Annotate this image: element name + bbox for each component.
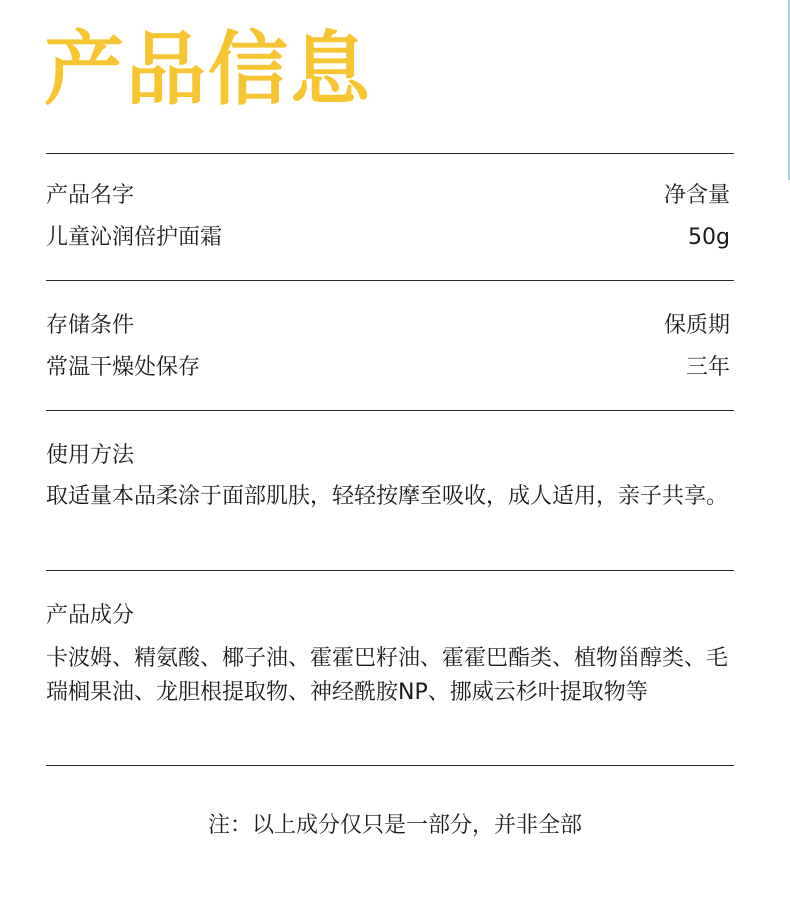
product-name-label: 产品名字 bbox=[46, 183, 135, 208]
name-value-row bbox=[46, 225, 730, 251]
ingredients-text: 卡波姆、精氨酸、椰子油、霍霍巴籽油、霍霍巴酯类、植物甾醇类、毛瑞榈果油、龙胆根提取物、神经酰胺NP、挪威云杉叶提取物等 bbox=[46, 646, 729, 705]
usage-label: 使用方法 bbox=[46, 443, 135, 468]
storage-label: 存储条件 bbox=[46, 313, 135, 338]
name-label-row bbox=[46, 183, 730, 209]
net-content-value: 50g bbox=[688, 225, 730, 250]
storage-value-row bbox=[46, 355, 730, 381]
shelf-life-value: 三年 bbox=[685, 355, 730, 380]
storage-value: 常温干燥处保存 bbox=[46, 355, 201, 380]
footnote: 注：以上成分仅只是一部分，并非全部 bbox=[207, 813, 582, 838]
divider bbox=[46, 765, 734, 766]
divider bbox=[46, 153, 734, 154]
net-content-label: 净含量 bbox=[663, 183, 730, 208]
product-name-value: 儿童沁润倍护面霜 bbox=[46, 225, 223, 250]
storage-label-row bbox=[46, 313, 730, 339]
divider bbox=[46, 410, 734, 411]
shelf-life-label: 保质期 bbox=[663, 313, 730, 338]
divider bbox=[46, 570, 734, 571]
page-title: 产品信息 bbox=[44, 23, 372, 116]
usage-text: 取适量本品柔涂于面部肌肤，轻轻按摩至吸收，成人适用，亲子共享。 bbox=[46, 484, 729, 509]
ingredients-label: 产品成分 bbox=[46, 603, 135, 628]
divider bbox=[46, 280, 734, 281]
